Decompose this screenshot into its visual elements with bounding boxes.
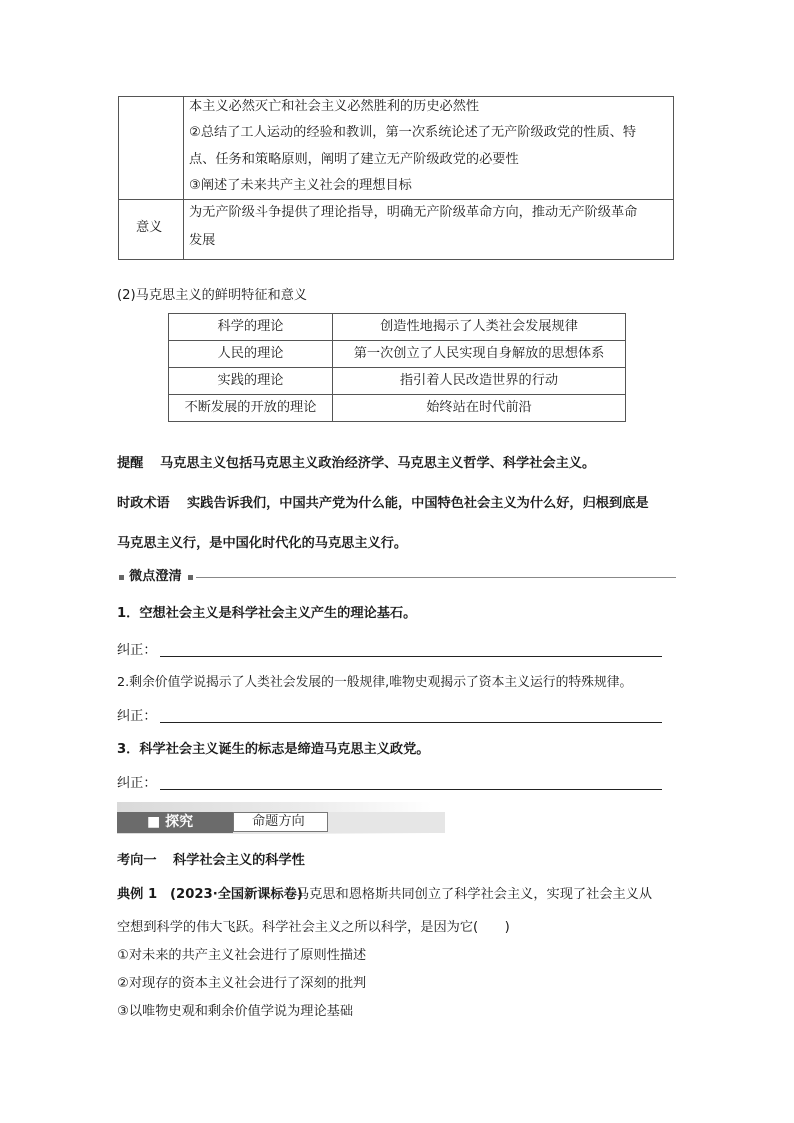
- politics-line: 马克思主义行，是中国化时代化的马克思主义行。: [117, 536, 408, 551]
- feature-cell: 实践的理论: [169, 368, 333, 395]
- square-bullet-icon: [119, 575, 124, 580]
- correction-label: 纠正：: [117, 709, 157, 724]
- section-heading: (2)马克思主义的鲜明特征和意义: [117, 288, 308, 303]
- table-cell-line: 点、任务和策略原则，阐明了建立无产阶级政党的必要性: [189, 152, 519, 167]
- direction-title: 科学社会主义的科学性: [173, 853, 305, 868]
- square-bullet-icon: [188, 575, 193, 580]
- correction-blank: [160, 656, 662, 657]
- table-cell-line: 本主义必然灭亡和社会主义必然胜利的历史必然性: [189, 99, 480, 114]
- feature-cell: 不断发展的开放的理论: [169, 395, 333, 422]
- clarify-item: 3．科学社会主义诞生的标志是缔造马克思主义政党。: [117, 742, 430, 757]
- direction-label: 考向一: [117, 853, 157, 868]
- example-stem-line: 空想到科学的伟大飞跃。科学社会主义之所以科学，是因为它( ): [117, 920, 510, 935]
- tip-text: 马克思主义包括马克思主义政治经济学、马克思主义哲学、科学社会主义。: [160, 456, 596, 471]
- correction-label: 纠正：: [117, 776, 157, 791]
- feature-cell: 人民的理论: [169, 341, 333, 368]
- meaning-cell: 创造性地揭示了人类社会发展规律: [333, 314, 626, 341]
- meaning-cell: 始终站在时代前沿: [333, 395, 626, 422]
- table-cell-line: 发展: [189, 233, 216, 248]
- example-option: ②对现存的资本主义社会进行了深刻的批判: [117, 976, 367, 991]
- correction-blank: [160, 722, 662, 723]
- table-row: [169, 368, 626, 395]
- correction-label: 纠正：: [117, 643, 157, 658]
- example-option: ①对未来的共产主义社会进行了原则性描述: [117, 948, 367, 963]
- section-divider: [196, 577, 676, 578]
- table-cell-line: ③阐述了未来共产主义社会的理想目标: [189, 178, 412, 193]
- row-label-meaning: 意义: [136, 220, 163, 235]
- clarify-item: 1．空想社会主义是科学社会主义产生的理论基石。: [117, 606, 417, 621]
- politics-line: 实践告诉我们，中国共产党为什么能，中国特色社会主义为什么好，归根到底是: [187, 496, 649, 511]
- meaning-cell: 第一次创立了人民实现自身解放的思想体系: [333, 341, 626, 368]
- example-source: (2023·全国新课标卷): [170, 887, 303, 902]
- meaning-cell: 指引着人民改造世界的行动: [333, 368, 626, 395]
- top-table: [118, 96, 674, 260]
- clarify-title: 微点澄清: [129, 569, 182, 584]
- table-row: [169, 341, 626, 368]
- politics-label: 时政术语: [117, 496, 170, 511]
- example-option: ③以唯物史观和剩余价值学说为理论基础: [117, 1004, 354, 1019]
- example-stem-line: 马克思和恩格斯共同创立了科学社会主义，实现了社会主义从: [296, 887, 653, 902]
- feature-cell: 科学的理论: [169, 314, 333, 341]
- example-label: 典例 1: [117, 887, 158, 902]
- clarify-item: 2.剩余价值学说揭示了人类社会发展的一般规律,唯物史观揭示了资本主义运行的特殊规律。: [117, 675, 633, 690]
- banner-tab-label: 命题方向: [252, 814, 305, 829]
- explore-banner: [117, 802, 432, 834]
- table-cell-line: ②总结了工人运动的经验和教训，第一次系统论述了无产阶级政党的性质、特: [189, 125, 637, 140]
- traits-table: [168, 313, 626, 422]
- tip-label: 提醒: [117, 456, 144, 471]
- table-cell-line: 为无产阶级斗争提供了理论指导，明确无产阶级革命方向，推动无产阶级革命: [189, 205, 638, 220]
- table-row: [169, 395, 626, 422]
- banner-label: ■ 探究: [147, 814, 194, 830]
- table-row: [169, 314, 626, 341]
- correction-blank: [160, 789, 662, 790]
